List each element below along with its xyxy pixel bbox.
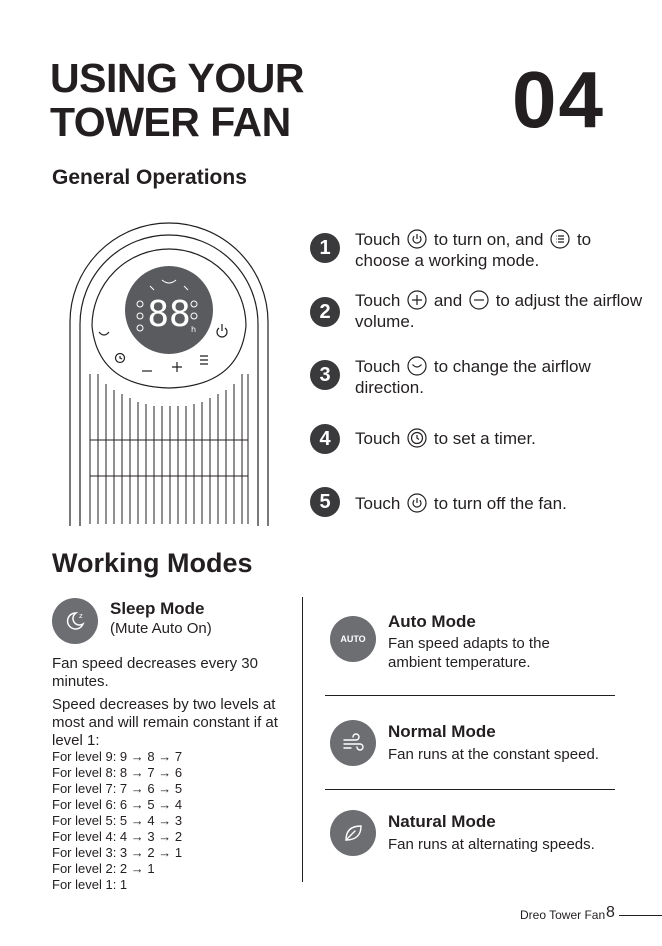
list-item: For level 3: 3 → 2 → 1 (52, 845, 183, 860)
sleep-mode-title: Sleep Mode (110, 599, 205, 618)
normal-mode-title: Normal Mode (388, 722, 496, 741)
step-1-number: 1 (310, 233, 340, 263)
tower-fan-illustration (62, 214, 276, 530)
sleep-level-list (52, 749, 182, 893)
divider (325, 695, 615, 696)
title-line-2: TOWER FAN (50, 99, 291, 145)
list-item: For level 6: 6 → 5 → 4 (52, 797, 183, 812)
step-3-text: Touch to change the airflow direction. (355, 357, 591, 397)
footer-label: Dreo Tower Fan (520, 908, 606, 922)
sleep-mode-desc-2: Speed decreases by two levels at most and will remain constant if at level 1: (52, 696, 278, 749)
step-4-text: Touch to set a timer. (355, 429, 536, 448)
natural-mode-badge (330, 810, 376, 856)
step-5-text: Touch to turn off the fan. (355, 494, 567, 513)
auto-mode-title: Auto Mode (388, 612, 476, 631)
step-2-number: 2 (310, 297, 340, 327)
wind-icon (340, 730, 366, 756)
list-item: For level 2: 2 → 1 (52, 861, 155, 876)
sleep-mode-subtitle: (Mute Auto On) (110, 620, 212, 637)
svg-text:z: z (79, 612, 83, 620)
auto-mode-desc: Fan speed adapts to the ambient temperature. (388, 635, 550, 671)
minus-icon (469, 290, 489, 310)
chapter-number: 04 (512, 55, 605, 144)
list-item: For level 7: 7 → 6 → 5 (52, 781, 183, 796)
column-divider (302, 597, 303, 882)
timer-icon (407, 428, 427, 448)
normal-mode-desc: Fan runs at the constant speed. (388, 746, 599, 763)
mode-list-icon (550, 229, 570, 249)
moon-icon (62, 608, 88, 634)
list-item: For level 4: 4 → 3 → 2 (52, 829, 183, 844)
list-item: For level 9: 9 → 8 → 7 (52, 749, 183, 764)
step-4-number: 4 (310, 424, 340, 454)
sleep-mode-desc-1: Fan speed decreases every 30 minutes. (52, 655, 258, 690)
working-modes-heading: Working Modes (52, 548, 253, 578)
step-2-text: Touch and to adjust the airflow volume. (355, 291, 643, 331)
footer-rule (619, 915, 662, 916)
leaf-icon (340, 820, 366, 846)
general-operations-heading: General Operations (52, 166, 247, 189)
auto-mode-badge (330, 616, 376, 662)
panel-display: 88 (147, 294, 191, 335)
plus-icon (407, 290, 427, 310)
page-number: 8 (606, 904, 615, 921)
natural-mode-title: Natural Mode (388, 812, 496, 831)
power-icon (407, 493, 427, 513)
list-item: For level 1: 1 (52, 877, 128, 892)
sleep-mode-badge (52, 598, 98, 644)
panel-hour-mark: h (191, 325, 197, 334)
step-3-number: 3 (310, 360, 340, 390)
auto-badge-label: AUTO (340, 634, 366, 644)
divider (325, 789, 615, 790)
list-item: For level 5: 5 → 4 → 3 (52, 813, 183, 828)
page-title (50, 56, 304, 144)
natural-mode-desc: Fan runs at alternating speeds. (388, 836, 595, 853)
oscillation-icon (407, 356, 427, 376)
step-5-number: 5 (310, 487, 340, 517)
power-icon (407, 229, 427, 249)
normal-mode-badge (330, 720, 376, 766)
title-line-1: USING YOUR (50, 55, 304, 101)
list-item: For level 8: 8 → 7 → 6 (52, 765, 183, 780)
step-1-text: Touch to turn on, and to choose a working mode. (355, 230, 592, 270)
